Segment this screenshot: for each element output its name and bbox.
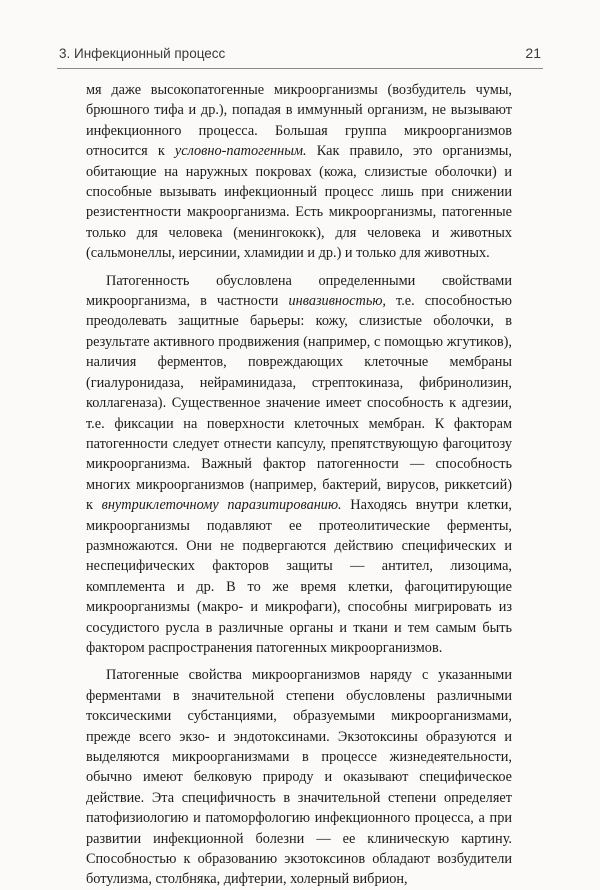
running-header — [57, 44, 543, 69]
page-number: 21 — [525, 45, 541, 61]
text-run: Находясь внутри клетки, микроорганизмы подавляют ее протеолитические ферменты, размножаются. Они не подвергаются действию специфических и неспецифических факторов защиты — антител, лизоцима, комплемента и др. В то же время клетки, фагоцитирующие микроорганизмы (макро- и микрофаги), способны мигрировать из сосудистого русла в различные органы и ткани и тем самым быть фактором распространения патогенных микроорганизмов. — [86, 497, 512, 656]
italic-term: внутриклеточному паразитированию. — [101, 497, 342, 514]
body-text — [86, 80, 512, 890]
paragraph — [86, 80, 512, 264]
text-run: Как правило, это организмы, обитающие на наружных покровах (кожа, слизистые оболочки) и способные вызывать инфекционный процесс лишь при снижении резистентности макроорганизма. Есть микроорганизмы, патогенные только для человека (менингококк), для человека и животных (сальмонеллы, иерсинии, хламидии и др.) и только для животных. — [86, 143, 512, 262]
text-run: т.е. способностью преодолевать защитные барьеры: кожу, слизистые оболочки, в результате активного продвижения (например, с помощью жгутиков), наличия ферментов, повреждающих клеточные мембраны (гиалуронидаза, нейраминидаза, стрептокиназа, фибринолизин, коллагеназа). Существенное значение имеет способность к адгезии, т.е. фиксации на поверхности клеточных мембран. К факторам патогенности следует отнести капсулу, препятствующую фагоцитозу микроорганизма. Важный фактор патогенности — способность многих микроорганизмов (например, бактерий, вирусов, риккетсий) к — [86, 293, 512, 514]
italic-term: инвазивностью, — [288, 293, 386, 310]
paragraph — [86, 271, 512, 659]
section-title: 3. Инфекционный процесс — [59, 46, 226, 61]
text-run: Патогенные свойства микроорганизмов наряду с указанными ферментами в значительной степени обусловлены различными токсическими субстанциями, образуемыми микроорганизмами, прежде всего экзо- и эндотоксинами. Экзотоксины образуются и выделяются микроорганизмами в процессе жизнедеятельности, обычно имеют белковую природу и оказывают специфическое действие. Эта специфичность в значительной степени определяет патофизиологию и патоморфологию инфекционного процесса, а при развитии инфекционной болезни — ее клиническую картину. Способностью к образованию экзотоксинов обладают возбудители ботулизма, столбняка, дифтерии, холерный вибрион, — [86, 667, 512, 888]
italic-term: условно-патогенным. — [174, 143, 307, 160]
text-run: мя даже высокопатогенные микроорганизмы (возбудитель чумы, брюшного тифа и др.), попадая в иммунный организм, не вызывают инфекционного процесса. Большая группа микроорганизмов относится к — [86, 82, 512, 160]
text-run: Патогенность обусловлена определенными свойствами микроорганизма, в частности — [86, 272, 512, 310]
paragraph — [86, 665, 512, 889]
